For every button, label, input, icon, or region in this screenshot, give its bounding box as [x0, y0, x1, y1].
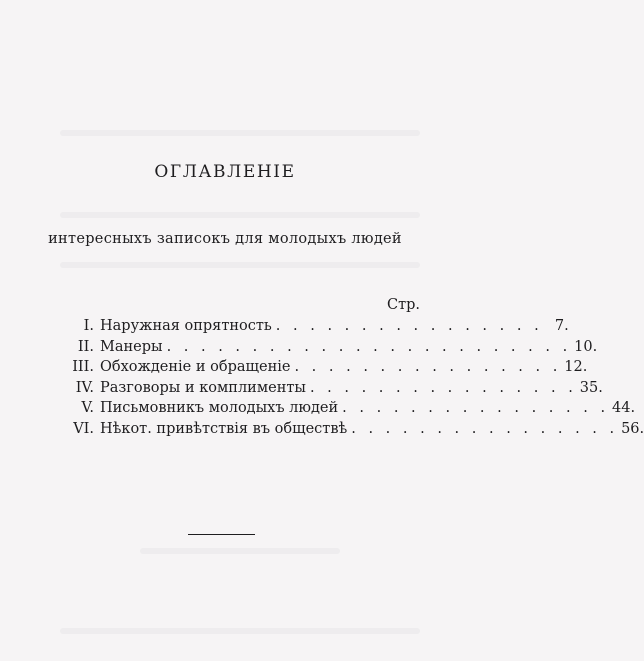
toc-entry	[54, 398, 636, 419]
bleed-through-line	[140, 548, 340, 554]
toc-entry-page: 56.	[621, 420, 644, 437]
toc-entry-leader: . . . . . . . . . . . . . . . .	[351, 420, 619, 437]
toc-entry	[54, 316, 569, 337]
toc-entry-leader: . . . . . . . . . . . . . . . .	[342, 400, 610, 416]
toc-entry-number: VI.	[73, 420, 94, 437]
toc-entry-page: 35.	[579, 379, 603, 396]
bleed-through-line	[60, 628, 420, 634]
toc-entry	[54, 419, 644, 440]
toc-entry	[54, 378, 603, 399]
toc-entry-label: Нѣкот. привѣтствія въ обществѣ	[100, 420, 348, 437]
page-subtitle: интересныхъ записокъ для молодыхъ людей	[48, 231, 402, 247]
toc-entry-leader: . . . . . . . . . . . . . . . .	[275, 318, 543, 334]
toc-entry-label: Разговоры и комплименты	[100, 379, 306, 396]
table-of-contents	[54, 294, 644, 439]
toc-entry-label: Обхожденіе и обращеніе	[100, 359, 291, 375]
toc-entry-page: 10.	[574, 338, 598, 355]
toc-entry-label: Письмовникъ молодыхъ людей	[100, 400, 339, 416]
bleed-through-line	[60, 130, 420, 136]
toc-entry-leader: . . . . . . . . . . . . . . . .	[294, 359, 562, 375]
toc-entry-leader: . . . . . . . . . . . . . . . .	[309, 379, 577, 396]
toc-entry-leader: . . . . . . . . . . . . . . . . . . . . . . . .	[166, 338, 572, 355]
toc-entry-page: 44.	[612, 400, 636, 416]
toc-entry-number: V.	[81, 400, 94, 416]
page-title: ОГЛАВЛЕНІЕ	[154, 162, 296, 182]
toc-entry-page: 12.	[564, 359, 588, 375]
toc-entry-number: IV.	[75, 379, 94, 396]
toc-entry-label: Наружная опрятность	[100, 318, 272, 334]
page-column-label: Стр.	[386, 297, 420, 313]
toc-entry-page: 7.	[554, 318, 569, 334]
toc-entry-number: I.	[83, 318, 94, 334]
bleed-through-line	[60, 262, 420, 268]
toc-entry	[54, 337, 598, 358]
bleed-through-line	[60, 212, 420, 218]
toc-entry-label: Манеры	[100, 338, 163, 355]
toc-entry-number: III.	[72, 359, 94, 375]
toc-entry	[54, 357, 588, 378]
toc-entry-number: II.	[77, 338, 94, 355]
section-divider	[188, 534, 255, 535]
